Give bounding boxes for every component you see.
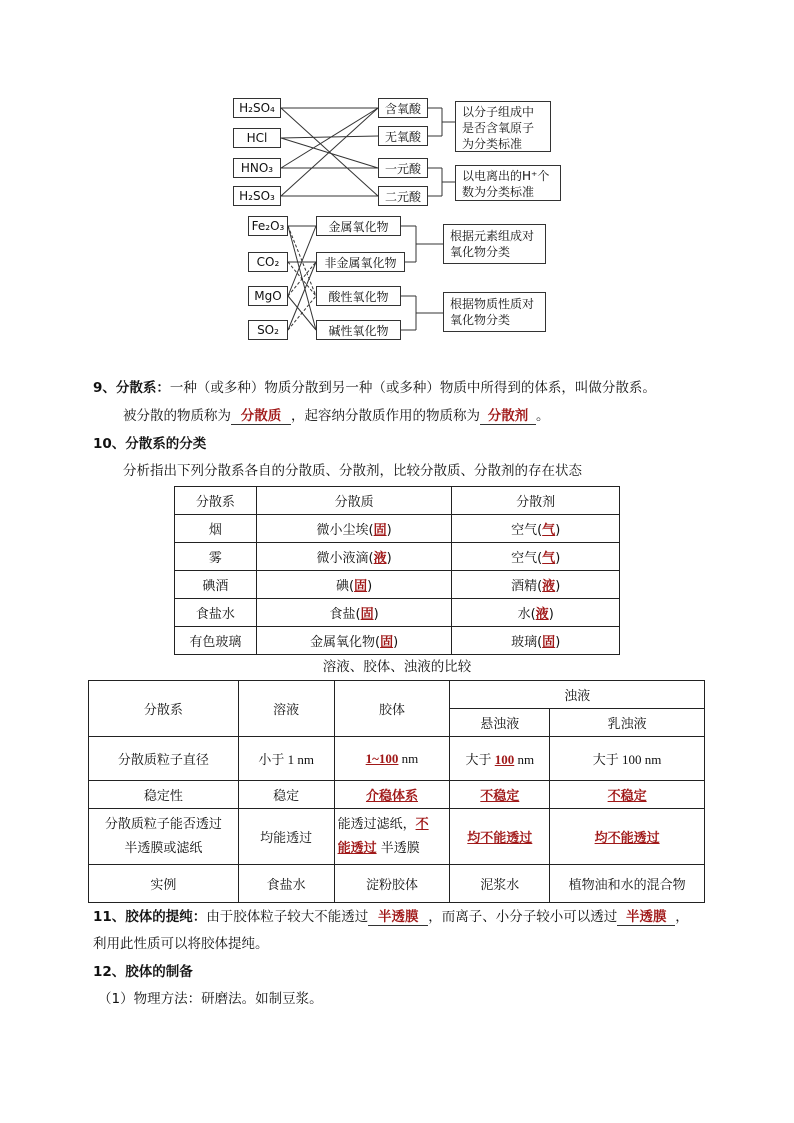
note-property-criterion: 根据物质性质对 氧化物分类 xyxy=(443,292,546,332)
dispersion-table xyxy=(174,486,620,655)
section-12-title: 12、胶体的制备 xyxy=(93,964,193,980)
oxyacid-box: 含氧酸 xyxy=(378,98,428,118)
section-9-line1: 9、分散系：一种（或多种）物质分散到另一种（或多种）物质中所得到的体系，叫做分散系。 xyxy=(93,380,656,396)
note-element-composition: 根据元素组成对 氧化物分类 xyxy=(443,224,546,264)
section-11-line2: 利用此性质可以将胶体提纯。 xyxy=(93,936,269,952)
header-cell: 分散质 xyxy=(256,487,452,515)
non-oxyacid-box: 无氧酸 xyxy=(378,126,428,146)
table-header-row xyxy=(175,487,620,515)
classification-lines xyxy=(0,0,794,360)
comparison-table xyxy=(88,680,705,903)
monobasic-acid-box: 一元酸 xyxy=(378,158,428,178)
so2-box: SO₂ xyxy=(248,320,288,340)
mgo-box: MgO xyxy=(248,286,288,306)
header-cell: 分散剂 xyxy=(452,487,620,515)
table-row: 分散质粒子能否透过 半透膜或滤纸 均能透过 能透过滤纸，不 能透过 半透膜 均不能透过 均不能透过 xyxy=(89,809,705,865)
h2so4-box: H₂SO₄ xyxy=(233,98,281,118)
nonmetal-oxide-box: 非金属氧化物 xyxy=(316,252,405,272)
header-cell: 分散系 xyxy=(175,487,257,515)
fe2o3-box: Fe₂O₃ xyxy=(248,216,288,236)
table-row: 雾 微小液滴(液) 空气(气) xyxy=(175,543,620,571)
section-11-line1: 11、胶体的提纯：由于胶体粒子较大不能透过 半透膜 ，而离子、小分子较小可以透过 半透膜 ， xyxy=(93,905,689,926)
table-header-row: 分散系 溶液 胶体 浊液 xyxy=(89,681,705,709)
hcl-box: HCl xyxy=(233,128,281,148)
basic-oxide-box: 碱性氧化物 xyxy=(316,320,401,340)
table-row: 烟 微小尘埃(固) 空气(气) xyxy=(175,515,620,543)
table-subheader-row: 悬浊液 乳浊液 xyxy=(89,709,705,737)
table-row: 实例 食盐水 淀粉胶体 泥浆水 植物油和水的混合物 xyxy=(89,865,705,903)
table-row: 食盐水 食盐(固) 水(液) xyxy=(175,599,620,627)
metal-oxide-box: 金属氧化物 xyxy=(316,216,401,236)
h2so3-box: H₂SO₃ xyxy=(233,186,281,206)
dibasic-acid-box: 二元酸 xyxy=(378,186,428,206)
section-12-line1: （1）物理方法：研磨法。如制豆浆。 xyxy=(98,991,323,1007)
section-9-line2: 被分散的物质称为 分散质 ，起容纳分散质作用的物质称为 分散剂 。 xyxy=(123,404,550,425)
section-10-intro: 分析指出下列分散系各自的分散质、分散剂，比较分散质、分散剂的存在状态 xyxy=(123,463,582,479)
table-row: 有色玻璃 金属氧化物(固) 玻璃(固) xyxy=(175,627,620,655)
hno3-box: HNO₃ xyxy=(233,158,281,178)
note-h-ion-criterion: 以电离出的H⁺个 数为分类标准 xyxy=(455,165,561,201)
section-10-title: 10、分散系的分类 xyxy=(93,436,207,452)
table-row: 分散质粒子直径 小于 1 nm 1~100 nm 大于 100 nm 大于 100 nm xyxy=(89,737,705,781)
table-row: 稳定性 稳定 介稳体系 不稳定 不稳定 xyxy=(89,781,705,809)
table-row: 碘酒 碘(固) 酒精(液) xyxy=(175,571,620,599)
note-oxygen-criterion: 以分子组成中 是否含氧原子 为分类标准 xyxy=(455,101,551,152)
acidic-oxide-box: 酸性氧化物 xyxy=(316,286,401,306)
co2-box: CO₂ xyxy=(248,252,288,272)
comparison-caption: 溶液、胶体、浊液的比较 xyxy=(322,659,472,675)
